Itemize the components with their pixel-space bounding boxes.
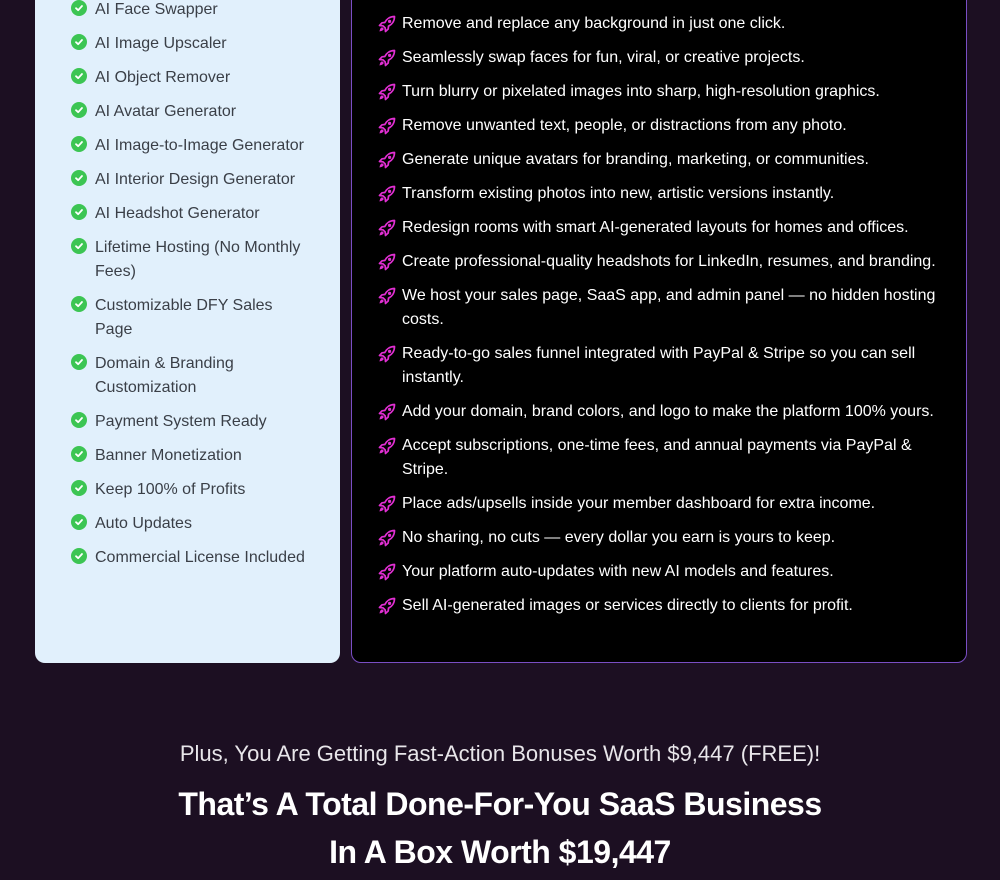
benefit-label: No sharing, no cuts — every dollar you earn is yours to keep. (402, 529, 836, 546)
feature-item (71, 66, 311, 90)
check-circle-icon (71, 514, 87, 530)
rocket-icon (378, 597, 396, 615)
benefit-item (378, 80, 938, 104)
benefit-label: Sell AI-generated images or services directly to clients for profit. (402, 597, 853, 614)
feature-label: Lifetime Hosting (No Monthly Fees) (95, 239, 301, 280)
feature-list (71, 0, 311, 580)
benefit-label: Generate unique avatars for branding, marketing, or communities. (402, 151, 869, 168)
check-circle-icon (71, 68, 87, 84)
feature-item (71, 100, 311, 124)
benefit-label: Seamlessly swap faces for fun, viral, or creative projects. (402, 49, 805, 66)
feature-item (71, 32, 311, 56)
feature-label: Customizable DFY Sales Page (95, 297, 273, 338)
rocket-icon (378, 151, 396, 169)
rocket-icon (378, 563, 396, 581)
benefit-label: Place ads/upsells inside your member dashboard for extra income. (402, 495, 876, 512)
benefit-label: Create professional-quality headshots for LinkedIn, resumes, and branding. (402, 253, 936, 270)
check-circle-icon (71, 548, 87, 564)
rocket-icon (378, 287, 396, 305)
benefit-item (378, 560, 938, 584)
check-circle-icon (71, 296, 87, 312)
feature-item (71, 236, 311, 284)
feature-label: Banner Monetization (95, 447, 242, 464)
feature-item (71, 478, 311, 502)
check-circle-icon (71, 170, 87, 186)
feature-label: Payment System Ready (95, 413, 267, 430)
check-circle-icon (71, 34, 87, 50)
rocket-icon (378, 83, 396, 101)
feature-label: AI Object Remover (95, 69, 231, 86)
bonus-subheadline: Plus, You Are Getting Fast-Action Bonuses Worth $9,447 (FREE)! (179, 741, 821, 766)
check-circle-icon (71, 412, 87, 428)
headline-line-2: In A Box Worth $19,447 (329, 834, 671, 870)
benefit-item (378, 250, 938, 274)
feature-item (71, 410, 311, 434)
benefit-label: Ready-to-go sales funnel integrated with PayPal & Stripe so you can sell instantly. (402, 345, 916, 386)
benefit-label: Redesign rooms with smart AI-generated layouts for homes and offices. (402, 219, 909, 236)
feature-label: Keep 100% of Profits (95, 481, 246, 498)
benefit-label: Remove and replace any background in just one click. (402, 15, 786, 32)
benefit-item (378, 182, 938, 206)
main-headline (0, 780, 1000, 876)
feature-item (71, 134, 311, 158)
rocket-icon (378, 117, 396, 135)
rocket-icon (378, 437, 396, 455)
benefit-label: Transform existing photos into new, artistic versions instantly. (402, 185, 835, 202)
check-circle-icon (71, 136, 87, 152)
rocket-icon (378, 185, 396, 203)
feature-label: AI Headshot Generator (95, 205, 260, 222)
feature-item (71, 202, 311, 226)
feature-label: AI Avatar Generator (95, 103, 237, 120)
benefit-label: Your platform auto-updates with new AI models and features. (402, 563, 834, 580)
feature-label: AI Image-to-Image Generator (95, 137, 304, 154)
feature-item (71, 352, 311, 400)
rocket-icon (378, 403, 396, 421)
benefit-item (378, 434, 938, 482)
feature-item (71, 512, 311, 536)
benefit-label: Accept subscriptions, one-time fees, and annual payments via PayPal & Stripe. (402, 437, 912, 478)
benefit-item (378, 114, 938, 138)
feature-label: AI Face Swapper (95, 1, 218, 18)
check-circle-icon (71, 446, 87, 462)
feature-item (71, 294, 311, 342)
headline-section (0, 738, 1000, 876)
rocket-icon (378, 495, 396, 513)
rocket-icon (378, 345, 396, 363)
benefit-item (378, 342, 938, 390)
benefit-item (378, 46, 938, 70)
benefit-list (378, 12, 938, 628)
rocket-icon (378, 253, 396, 271)
feature-item (71, 0, 311, 22)
feature-item (71, 546, 311, 570)
benefit-item (378, 148, 938, 172)
feature-list-card (35, 0, 340, 663)
feature-label: AI Image Upscaler (95, 35, 227, 52)
check-circle-icon (71, 102, 87, 118)
benefit-item (378, 400, 938, 424)
check-circle-icon (71, 354, 87, 370)
feature-item (71, 168, 311, 192)
feature-label: Commercial License Included (95, 549, 305, 566)
benefit-item (378, 594, 938, 618)
check-circle-icon (71, 480, 87, 496)
feature-label: Domain & Branding Customization (95, 355, 234, 396)
benefit-item (378, 12, 938, 36)
benefit-label: Remove unwanted text, people, or distractions from any photo. (402, 117, 847, 134)
rocket-icon (378, 49, 396, 67)
benefit-item (378, 284, 938, 332)
benefit-label: Turn blurry or pixelated images into sharp, high-resolution graphics. (402, 83, 880, 100)
benefit-item (378, 492, 938, 516)
feature-label: AI Interior Design Generator (95, 171, 296, 188)
benefit-list-card (351, 0, 967, 663)
rocket-icon (378, 529, 396, 547)
benefit-label: Add your domain, brand colors, and logo to make the platform 100% yours. (402, 403, 934, 420)
check-circle-icon (71, 238, 87, 254)
check-circle-icon (71, 0, 87, 16)
headline-line-1: That’s A Total Done-For-You SaaS Business (178, 786, 822, 822)
benefit-label: We host your sales page, SaaS app, and admin panel — no hidden hosting costs. (402, 287, 936, 328)
rocket-icon (378, 219, 396, 237)
check-circle-icon (71, 204, 87, 220)
benefit-item (378, 216, 938, 240)
benefit-item (378, 526, 938, 550)
feature-label: Auto Updates (95, 515, 192, 532)
feature-item (71, 444, 311, 468)
rocket-icon (378, 15, 396, 33)
